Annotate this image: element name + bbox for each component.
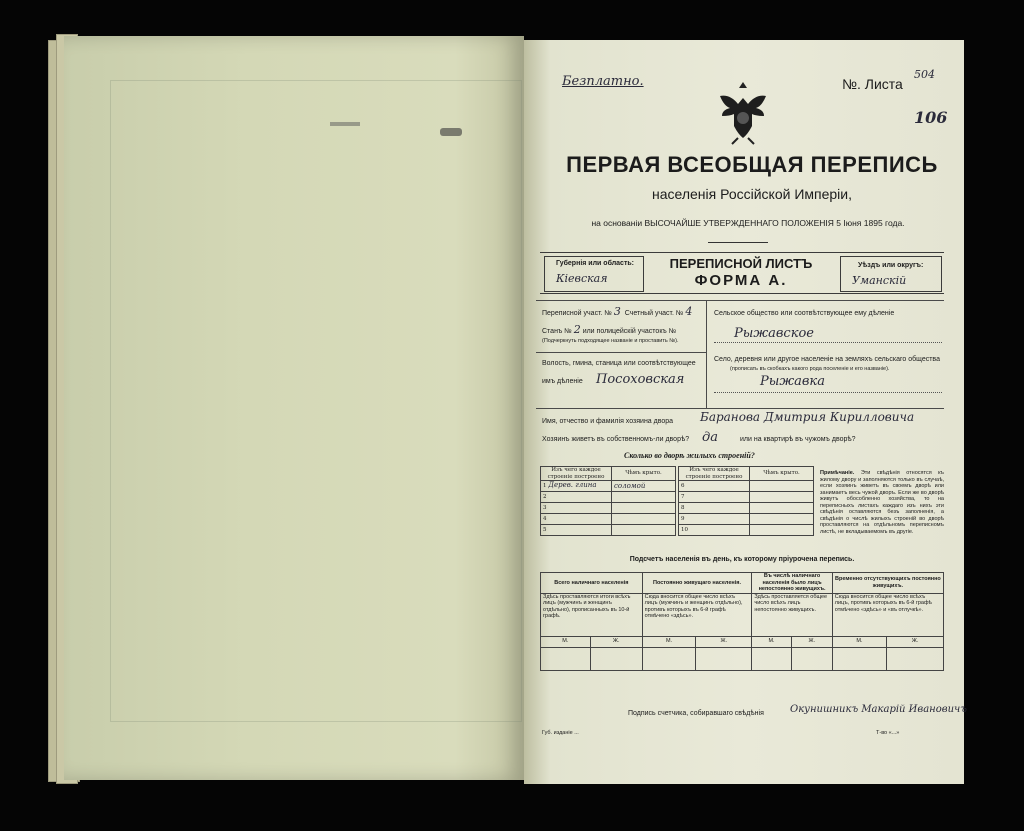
pop-col-desc: Здѣсь проставляются итоги всѣхъ лицъ (мужчинъ и женщинъ отдѣльно), прописанныхъ въ 10-й графѣ. (541, 593, 643, 636)
legal-basis: на основаніи ВЫСОЧАЙШЕ УТВЕРЖДЕННАГО ПОЛОЖЕНІЯ 5 Іюня 1895 года. (591, 218, 905, 228)
society-value: Рыжавское (734, 326, 814, 341)
volost-value: Посоховская (596, 372, 685, 387)
society-line (714, 342, 942, 343)
volost-label: Волость, гмина, станица или соотвѣтствующее (542, 360, 696, 367)
census-district-value: 3 (613, 305, 621, 318)
volost-label-2: имъ дѣленіе (542, 378, 583, 385)
pop-col-head: Временно отсутствующихъ постоянно живущихъ. (832, 573, 943, 594)
printer-right: Т-во «...» (876, 730, 900, 736)
owner-value: Баранова Дмитрия Кирилловича (700, 410, 915, 424)
population-table (540, 572, 944, 671)
table-row: 7 (679, 492, 814, 503)
uezd-label: Уѣздъ или округъ: (858, 262, 924, 269)
table-row: 6 (679, 481, 814, 492)
buildings-note (820, 470, 944, 535)
f-header: Ж. (887, 636, 944, 647)
note-title: Примѣчаніе. (820, 470, 855, 476)
table-row: 8 (679, 503, 814, 514)
printer-left: Губ. изданіе ... (542, 730, 579, 736)
sheet-title-1: ПЕРЕПИСНОЙ ЛИСТЪ (669, 256, 813, 271)
m-header: М. (832, 636, 886, 647)
roof-header-2: Чѣмъ крыто. (750, 467, 814, 481)
material-header-2: Изъ чего каждое строеніе построено (679, 467, 750, 481)
own-house-label: Хозяинъ живетъ въ собственномъ-ли дворѣ? (542, 436, 690, 443)
pop-col-desc: Сюда вносится общее число всѣхъ лицъ, противъ которыхъ въ 6-й графѣ отмѣчено «здѣсь» и «въ отлучкѣ». (832, 593, 943, 636)
rent-label: или на квартирѣ въ чужомъ дворѣ? (740, 436, 856, 443)
buildings-table-left (540, 466, 676, 536)
rule (536, 352, 706, 353)
m-header: М. (541, 636, 591, 647)
village-label: Село, деревня или другое населеніе на земляхъ сельскаго общества (714, 356, 940, 363)
ornament-divider (708, 242, 768, 243)
stan-row (542, 323, 677, 336)
table-row: 5 (541, 525, 676, 536)
pop-col-head: Постоянно живущаго населенія. (642, 573, 752, 594)
police-label: или полицейскій участокъ № (582, 328, 677, 335)
main-title: ПЕРВАЯ ВСЕОБЩАЯ ПЕРЕПИСЬ (566, 152, 938, 177)
own-house-value: да (702, 430, 718, 445)
bleed-through-form (110, 80, 522, 722)
pop-col-desc: Сюда вносится общее число всѣхъ лицъ (мужчинъ и женщинъ отдѣльно), противъ которыхъ въ 6-й графѣ отмѣчено «здѣсь». (642, 593, 752, 636)
stan-label: Станъ № (542, 328, 572, 335)
pop-col-head: Въ числѣ наличнаго населенія было лицъ непостоянно живущихъ. (752, 573, 832, 594)
census-district-label: Переписной участ. № (542, 310, 612, 317)
table-row: 9 (679, 514, 814, 525)
stan-value: 2 (573, 323, 581, 336)
gubernia-label: Губернія или область: (556, 260, 635, 267)
village-value: Рыжавка (760, 374, 825, 389)
sheet-number-label: №. Листа (842, 76, 903, 92)
police-note: (Подчеркнуть подходящее названіе и проставить №). (542, 338, 679, 344)
signature-value: Окунишникъ Макарій Ивановичъ (790, 704, 967, 715)
double-headed-eagle-icon (712, 76, 774, 146)
village-line (714, 392, 942, 393)
uezd-value: Уманскій (852, 274, 907, 287)
m-header: М. (642, 636, 696, 647)
table-row: 1 Дерев. глина соломой (541, 481, 676, 492)
society-label: Сельское общество или соотвѣтствующее ему дѣленіе (714, 310, 895, 317)
rule (536, 300, 944, 301)
material-header: Изъ чего каждое строеніе построено (541, 467, 612, 481)
counting-district-label: Счетный участ. № (624, 310, 684, 317)
sheet-number-value: 504 (914, 68, 935, 81)
signature-label: Подпись счетчика, собиравшаго свѣдѣнія (628, 710, 764, 717)
subtitle: населенія Россійской Имперіи, (652, 186, 852, 202)
m-header: М. (752, 636, 791, 647)
table-row: 10 (679, 525, 814, 536)
rule (536, 408, 944, 409)
f-header: Ж. (791, 636, 832, 647)
table-row: 3 (541, 503, 676, 514)
roof-header: Чѣмъ крыто. (612, 467, 676, 481)
gubernia-value: Кіевская (556, 272, 608, 285)
census-district (542, 305, 693, 318)
ink-smudge (440, 128, 462, 136)
village-note: (прописать въ скобкахъ какого рода поселеніе и его названіе). (730, 366, 890, 372)
f-header: Ж. (696, 636, 752, 647)
table-row: 4 (541, 514, 676, 525)
pop-col-head: Всего наличнаго населенія (541, 573, 643, 594)
buildings-label: Сколько во дворѣ жилыхъ строеній? (624, 451, 755, 460)
sheet-title-2: ФОРМА А. (694, 272, 788, 289)
free-label: Безплатно. (562, 74, 644, 89)
owner-label: Имя, отчество и фамилія хозяина двора (542, 418, 674, 425)
f-header: Ж. (590, 636, 642, 647)
table-row (541, 647, 944, 670)
population-title: Подсчетъ населенія въ день, къ которому пріурочена перепись. (629, 556, 855, 563)
ink-smudge (330, 122, 360, 126)
pop-col-desc: Здѣсь проставляется общее число всѣхъ лицъ непостоянно живущихъ. (752, 593, 832, 636)
table-row: 2 (541, 492, 676, 503)
note-text: Эти свѣдѣнія относятся къ жилому двору и заполняются только въ случаѣ, если хозяинъ живетъ въ своемъ дворѣ или занимаетъ весь чужой дворъ. Если же во дворѣ живутъ обособленно хозяйства, то на переписныхъ листахъ каждаго изъ нихъ эти свѣдѣнія оставляются безъ заполненія, а свѣдѣнія о числѣ жилыхъ строеній во дворѣ проставляются на отдѣльномъ переписномъ листѣ, не вкладываемомъ въ другіе. (820, 470, 944, 535)
rule (706, 300, 707, 408)
buildings-table-right (678, 466, 814, 536)
sheet-side-number: 106 (914, 108, 948, 127)
counting-district-value: 4 (685, 305, 693, 318)
